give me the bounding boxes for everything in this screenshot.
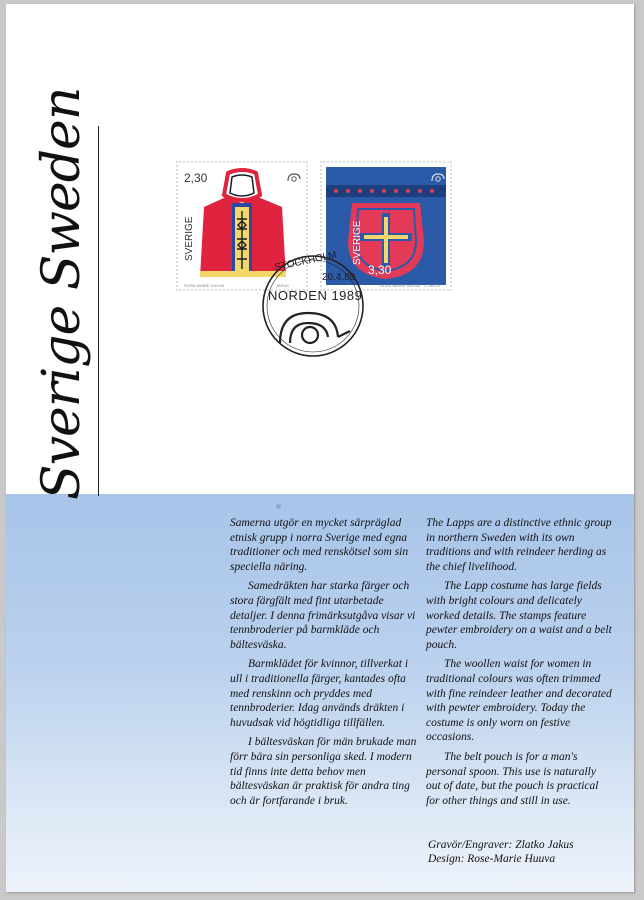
text-column-english [426, 516, 612, 813]
paragraph: Barmklädet för kvinnor, tillverkat i ull i traditionella färger, kantades ofta med renskinn och pryddes med tennbroderier. Idag används dräkten i huvudsak vid högtidliga tillfällen. [230, 658, 409, 729]
paragraph: I bältesväskan för män brukade man förr bära sin personliga sked. I modern tid finns inte detta behov men bältesväskan är praktisk för andra ting och är fortfarande i bruk. [230, 736, 417, 807]
paragraph: The woollen waist for women in traditional colours was often trimmed with fine reindeer leather and decorated with pewter embroidery. Today the costume is only worn on festive occasions. [426, 658, 612, 744]
title-script: Sverige Sweden [32, 87, 92, 500]
text-column-swedish [230, 516, 420, 813]
stamp-value: 2,30 [184, 171, 208, 185]
paragraph: The Lapp costume has large fields with bright colours and delicately worked details. The stamps feature pewter embroidery on a waist and a belt pouch. [426, 580, 612, 651]
nordic-horn-icon [430, 171, 446, 185]
punch-hole [276, 504, 281, 509]
postmark-city: STOCKHOLM [273, 249, 338, 274]
paragraph: Samerna utgör en mycket särpräglad etnisk grupp i norra Sverige med egna traditioner och med renskötsel som sin speciella näring. [230, 517, 409, 573]
title-rule [98, 126, 99, 496]
stamp-value: 3,30 [368, 263, 392, 277]
nordic-horn-icon [280, 313, 350, 343]
stamp-country: SVERIGE [184, 216, 195, 261]
design-credit: Design: Rose-Marie Huuva [428, 853, 556, 865]
postmark-text: NORDEN 1989 [268, 288, 363, 303]
souvenir-sheet [6, 4, 634, 892]
credits [428, 838, 574, 866]
stamp-credit-right: JAKUS [276, 283, 289, 288]
nordic-horn-icon [286, 171, 302, 185]
paragraph: The belt pouch is for a man's personal spoon. This use is naturally out of date, but the pouch is practical for other things and still in use. [426, 750, 599, 807]
stamp-credit-left: ROSE-MARIE HUUVA [380, 283, 421, 288]
paragraph: The Lapps are a distinctive ethnic group in northern Sweden with its own traditions and with reindeer herding as the chief livelihood. [426, 517, 612, 573]
paragraph: Samedräkten har starka färger och stora färgfält med fint utarbetade detaljer. I denna frimärksutgåva visar vi tennbroderier på barmkläde och bältesväska. [230, 580, 416, 651]
engraver-credit: Gravör/Engraver: Zlatko Jakus [428, 839, 574, 851]
postmark-date: 20.4.89 [322, 272, 356, 283]
stamp-country: SVERIGE [352, 220, 363, 265]
stamp-credit-right: Z.JAKUS [424, 283, 441, 288]
stamp-credit-left: ROSE-MARIE HUUVA [184, 283, 225, 288]
